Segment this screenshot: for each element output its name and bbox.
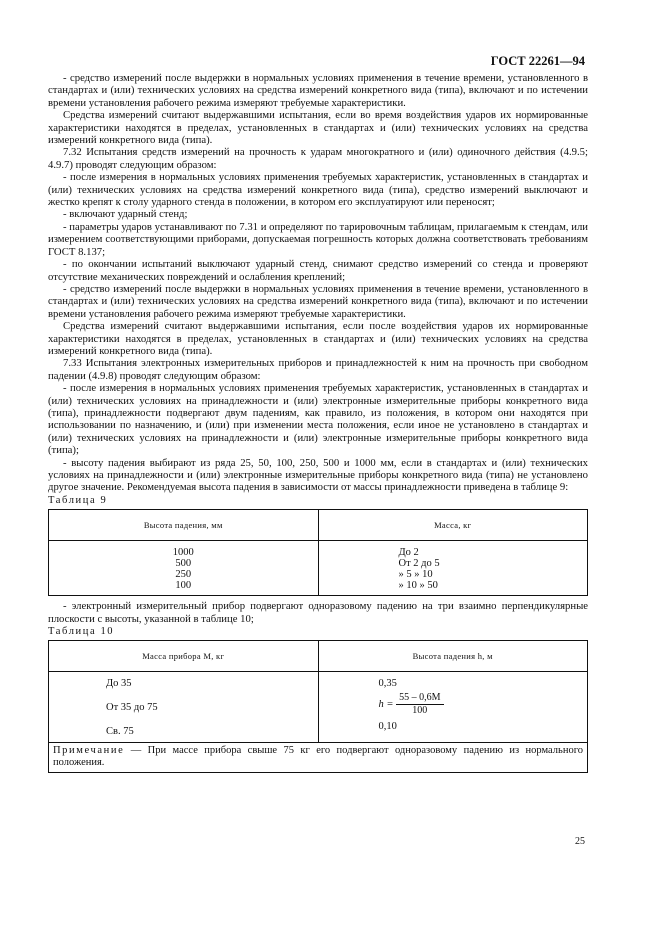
- table10-height-cell: [318, 672, 588, 743]
- paragraph: Средства измерений считают выдержавшими испытания, если после воздействия ударов их нормированные характеристики находятся в пределах, установленных в стандартах и (или) технических условиях на средства измерений конкретного вида (типа).: [48, 320, 588, 357]
- table10-caption: Таблица 10: [48, 626, 115, 638]
- paragraph: - после измерения в нормальных условиях применения требуемых характеристик, установленных в стандартах и (или) технических условиях на средства измерений конкретного вида (типа), средство измерений выключают и жестко крепят к столу ударного стенда в положении, в котором его эксплуатируют или переносят;: [48, 171, 588, 209]
- formula-fraction: [396, 692, 443, 717]
- table9-height-value: 1000: [172, 547, 194, 559]
- table9-mass-value: До 2: [398, 547, 419, 559]
- table9-mass-value: » 10 » 50: [398, 580, 438, 592]
- formula-denominator: 100: [412, 705, 428, 717]
- table10-mass-value: От 35 до 75: [106, 702, 158, 714]
- document-header: ГОСТ 22261—94: [490, 54, 585, 68]
- table10-header-mass: Масса прибора M, кг: [49, 641, 319, 672]
- table10-mass-cell: [49, 672, 319, 743]
- table10-height-value: 0,35: [378, 678, 397, 690]
- table10-mass-value: Св. 75: [106, 726, 134, 738]
- table10-height-value: 0,10: [378, 721, 397, 733]
- table10: [48, 640, 588, 773]
- paragraph: - после измерения в нормальных условиях применения требуемых характеристик, установленных в стандартах и (или) технических условиях на принадлежности и (или) электронные измерительные приборы конкретного вида (типа), принадлежности подвергают двум падениям, как правило, из положения, в котором они находятся при использовании по назначению, и (или) при изменении места положения, если иное не установлено в стандартах и (или) технических условиях на принадлежности и (или) электронные измерительные приборы конкретного вида (типа);: [48, 382, 588, 457]
- paragraph: - средство измерений после выдержки в нормальных условиях применения в течение времени, установленного в стандартах и (или) технических условиях на средства измерений конкретного вида (типа), включают и по истечении времени установления рабочего режима измеряют требуемые характеристики.: [48, 282, 588, 320]
- table10-mass-value: До 35: [106, 678, 132, 690]
- note-label: Примечание: [53, 745, 125, 757]
- table9-mass-value: » 5 » 10: [398, 569, 433, 581]
- table9: [48, 509, 588, 596]
- table9-mass-value: От 2 до 5: [398, 558, 440, 570]
- table9-header-height: Высота падения, мм: [49, 510, 319, 541]
- table10-header-height: Высота падения h, м: [318, 641, 588, 672]
- table9-height-value: 250: [175, 569, 192, 581]
- table10-note: [49, 743, 588, 773]
- formula-prefix: h =: [378, 699, 394, 711]
- note-text: — При массе прибора свыше 75 кг его подвергают одноразовому падению из нормального положения.: [53, 745, 583, 769]
- table9-mass-cell: [318, 541, 588, 596]
- table9-height-value: 100: [175, 580, 192, 592]
- paragraph: 7.33 Испытания электронных измерительных приборов и принадлежностей к ним на прочность при свободном падении (4.9.8) проводят следующим образом:: [48, 357, 588, 382]
- table9-header-mass: Масса, кг: [318, 510, 588, 541]
- formula-numerator: 55 – 0,6M: [396, 692, 443, 705]
- paragraph: Средства измерений считают выдержавшими испытания, если во время воздействия ударов их нормированные характеристики находятся в пределах, установленных в стандартах и (или) технических условиях на средства измерений конкретного вида (типа).: [48, 109, 588, 147]
- height-formula: [379, 692, 588, 717]
- table9-caption: Таблица 9: [48, 494, 108, 506]
- paragraph: - включают ударный стенд;: [63, 208, 188, 221]
- paragraph: - параметры ударов устанавливают по 7.31 и определяют по тарировочным таблицам, прилагаемым к стендам, или измерением соответствующими приборами, допускаемая погрешность которых должна соответствовать требованиям ГОСТ 8.137;: [48, 220, 588, 258]
- paragraph: - высоту падения выбирают из ряда 25, 50, 100, 250, 500 и 1000 мм, если в стандартах и (или) технических условиях на принадлежности и (или) электронные измерительные приборы конкретного вида (типа) не установлено другое значение. Рекомендуемая высота падения в зависимости от массы принадлежности приведена в таблице 9:: [48, 456, 588, 494]
- paragraph: 7.32 Испытания средств измерений на прочность к ударам многократного и (или) одиночного действия (4.9.5; 4.9.7) проводят следующим образом:: [48, 146, 588, 171]
- paragraph: - средство измерений после выдержки в нормальных условиях применения в течение времени, установленного в стандартах и (или) технических условиях на средства измерений конкретного вида (типа), включают и по истечении времени установления рабочего режима измеряют требуемые характеристики.: [48, 72, 588, 109]
- paragraph: - по окончании испытаний выключают ударный стенд, снимают средство измерений со стенда и проверяют отсутствие механических повреждений и ослабления креплений;: [48, 258, 588, 283]
- paragraph: - электронный измерительный прибор подвергают одноразовому падению на три взаимно перпендикулярные плоскости с высоты, указанной в таблице 10;: [48, 600, 588, 625]
- table9-height-value: 500: [175, 558, 192, 570]
- document-body: [48, 72, 588, 773]
- page-number: 25: [575, 836, 585, 847]
- table9-height-cell: [49, 541, 319, 596]
